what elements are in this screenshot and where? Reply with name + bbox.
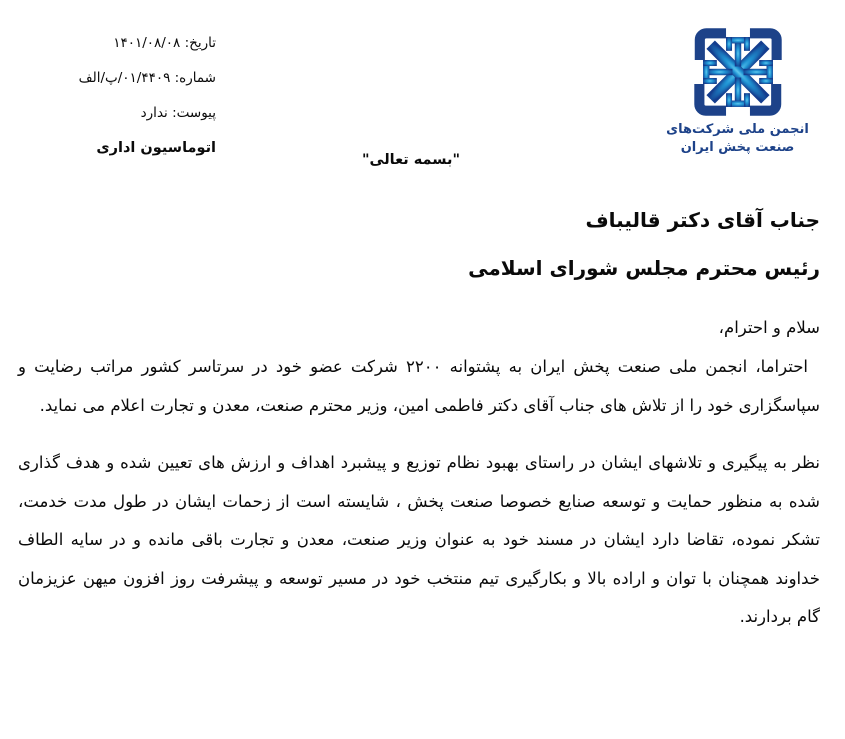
bismillah: "بسمه تعالی" <box>361 152 461 168</box>
recipient-title: رئیس محترم مجلس شورای اسلامی <box>468 256 820 280</box>
body-paragraph-1: احتراما، انجمن ملی صنعت پخش ایران به پشتوانه ۲۲۰۰ شرکت عضو خود در سرتاسر کشور مراتب رضایت و سپاسگزاری خود را از تلاش های جناب آقای دکتر فاطمی امین، وزیر محترم صنعت، معدن و تجارت اعلام می نماید. <box>18 357 820 415</box>
salutation: سلام و احترام، <box>718 318 820 337</box>
recipient-block <box>18 196 820 292</box>
meta-number: شماره: ۰۱/۴۴۰۹/پ/الف <box>78 70 216 86</box>
meta-date: تاریخ: ۱۴۰۱/۰۸/۰۸ <box>113 35 216 51</box>
body-paragraph-2: نظر به پیگیری و تلاشهای ایشان در راستای بهبود نظام توزیع و پیشبرد اهداف و ارزش های تعیین شده و هدف گذاری شده به منظور حمایت و توسعه صنایع خصوصا صنعت پخش ، شایسته است از زحمات ایشان در طول مدت خدمت، تشکر نموده، تقاضا دارد ایشان در مسند خود به عنوان وزیر صنعت، معدن و تجارت باقی مانده و در سایه الطاف خداوند همچنان با توان و اراده بالا و بکارگیری تیم منتخب خود در مسیر توسعه و پیشرفت روز افزون میهن عزیزمان گام بردارند. <box>18 453 820 626</box>
meta-attachment: پیوست: ندارد <box>140 105 216 121</box>
org-logo <box>650 22 825 157</box>
letterhead-meta <box>26 26 216 166</box>
org-name-line1: انجمن ملی شرکت‌های <box>666 122 809 137</box>
org-name-line2: صنعت پخش ایران <box>680 140 795 155</box>
recipient-name: جناب آقای دکتر قالیباف <box>585 208 820 232</box>
distribution-association-logo-icon <box>687 26 789 118</box>
meta-automation: اتوماسیون اداری <box>96 140 216 156</box>
